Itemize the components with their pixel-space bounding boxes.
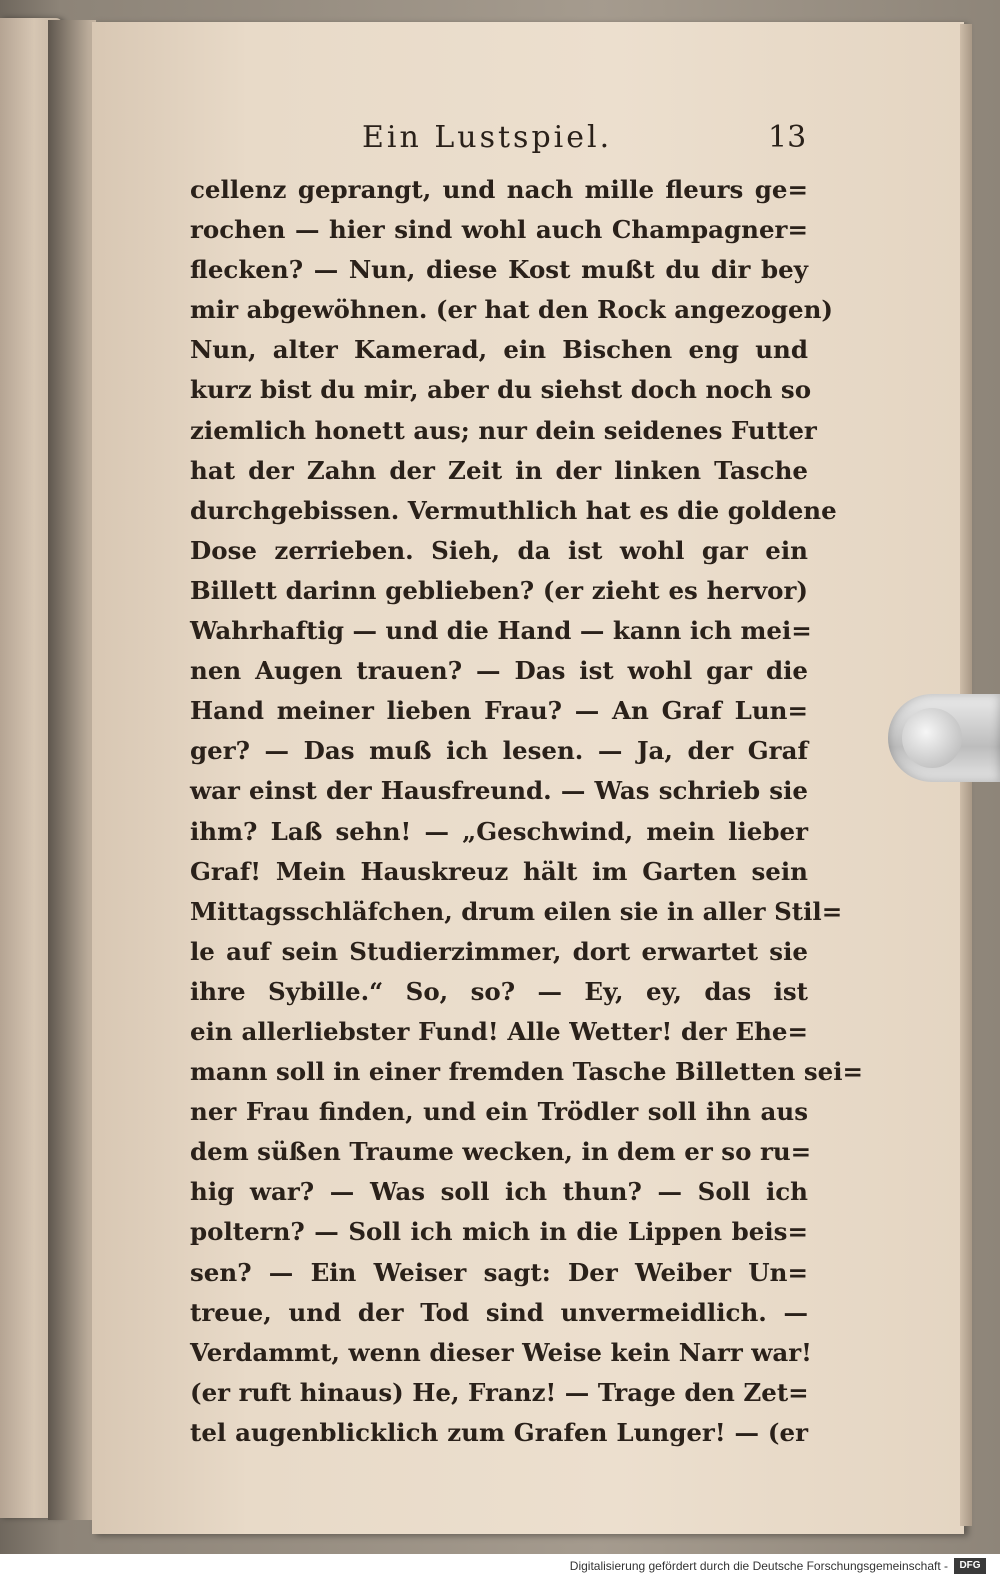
- text-line: Billett darinn geblieben? (er zieht es hervor): [190, 575, 808, 605]
- text-line: ger? — Das muß ich lesen. — Ja, der Graf: [190, 736, 808, 766]
- text-line: ihm? Laß sehn! — „Geschwind, mein lieber: [190, 816, 808, 846]
- page-clip: [888, 694, 1000, 782]
- page-header: [92, 118, 964, 168]
- text-line: hig war? — Was soll ich thun? — Soll ich: [190, 1177, 808, 1207]
- text-line: Hand meiner lieben Frau? — An Graf Lun=: [190, 696, 808, 726]
- footer-bar: [0, 1554, 1000, 1581]
- text-line: Verdammt, wenn dieser Weise kein Narr war!: [190, 1337, 812, 1367]
- text-line: treue, und der Tod sind unvermeidlich. —: [190, 1297, 808, 1327]
- text-line: mir abgewöhnen. (er hat den Rock angezogen): [190, 295, 834, 325]
- book-page: [92, 22, 964, 1534]
- text-line: tel augenblicklich zum Grafen Lunger! — (er: [190, 1417, 808, 1447]
- text-line: hat der Zahn der Zeit in der linken Tasche: [190, 455, 808, 485]
- text-line: Dose zerrieben. Sieh, da ist wohl gar ein: [190, 535, 808, 565]
- text-line: kurz bist du mir, aber du siehst doch noch so: [190, 375, 812, 405]
- digitization-credit: Digitalisierung gefördert durch die Deutsche Forschungsgemeinschaft -: [569, 1559, 948, 1573]
- text-line: poltern? — Soll ich mich in die Lippen beis=: [190, 1217, 808, 1247]
- body-text: [190, 170, 864, 1453]
- text-line: (er ruft hinaus) He, Franz! — Trage den Zet=: [190, 1377, 809, 1407]
- text-line: nen Augen trauen? — Das ist wohl gar die: [190, 656, 808, 686]
- text-line: ihre Sybille.“ So, so? — Ey, ey, das ist: [190, 976, 808, 1006]
- text-line: sen? — Ein Weiser sagt: Der Weiber Un=: [190, 1257, 808, 1287]
- text-line: durchgebissen. Vermuthlich hat es die goldene: [190, 495, 837, 525]
- clip-knob: [902, 708, 962, 768]
- text-line: ziemlich honett aus; nur dein seidenes Futter: [190, 415, 817, 445]
- text-line: Wahrhaftig — und die Hand — kann ich mei=: [190, 616, 812, 646]
- text-line: le auf sein Studierzimmer, dort erwartet sie: [190, 936, 808, 966]
- text-line: cellenz geprangt, und nach mille fleurs ge=: [190, 175, 808, 204]
- text-line: flecken? — Nun, diese Kost mußt du dir bey: [190, 255, 808, 285]
- book-gutter: [48, 20, 96, 1520]
- text-line: Nun, alter Kamerad, ein Bischen eng und: [190, 335, 808, 365]
- text-line: war einst der Hausfreund. — Was schrieb sie: [190, 776, 808, 806]
- text-line: dem süßen Traume wecken, in dem er so ru=: [190, 1137, 812, 1167]
- text-line: ein allerliebster Fund! Alle Wetter! der Ehe=: [190, 1016, 808, 1046]
- running-title: Ein Lustspiel.: [362, 120, 613, 155]
- page-number: 13: [768, 120, 807, 155]
- dfg-logo: DFG: [954, 1558, 986, 1574]
- text-line: ner Frau finden, und ein Trödler soll ihn aus: [190, 1097, 808, 1127]
- text-line: Mittagsschläfchen, drum eilen sie in aller Stil=: [190, 896, 843, 926]
- text-line: Graf! Mein Hauskreuz hält im Garten sein: [190, 856, 808, 886]
- text-line: rochen — hier sind wohl auch Champagner=: [190, 215, 808, 245]
- text-line: mann soll in einer fremden Tasche Billetten sei=: [190, 1057, 864, 1087]
